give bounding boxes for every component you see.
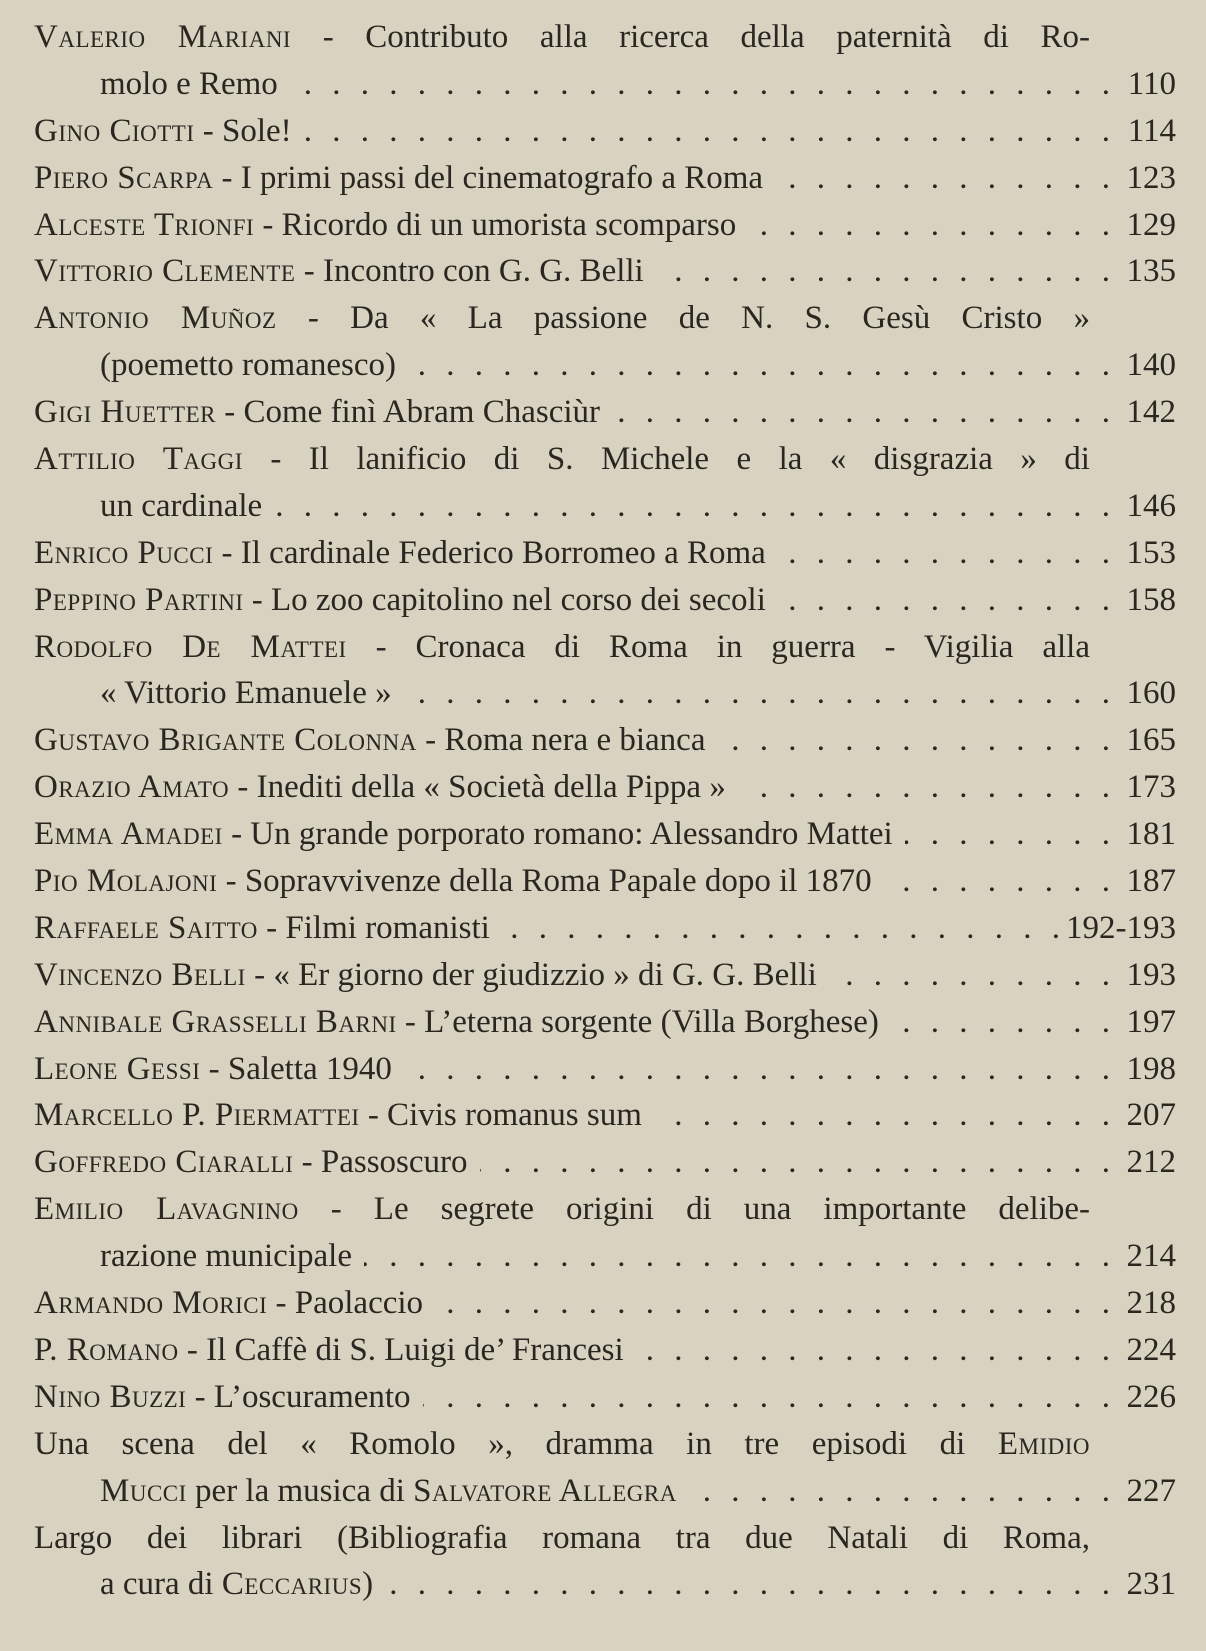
- toc-entry: [34, 952, 1176, 999]
- title-text: - Filmi romanisti: [257, 909, 490, 946]
- toc-line: [34, 155, 1176, 202]
- title-text: per la musica di: [186, 1472, 414, 1509]
- title-text: - Sole!: [194, 112, 292, 149]
- page-number: 212: [1126, 1144, 1176, 1181]
- title-text: - Le segrete origini di una importante delibe-: [298, 1191, 1090, 1228]
- dot-leader: [290, 61, 1110, 108]
- toc-line: [34, 905, 1176, 952]
- page-number: 207: [1126, 1097, 1176, 1134]
- entry-text: [34, 1046, 392, 1093]
- toc-entry: [34, 1374, 1176, 1421]
- page-number: 110: [1127, 65, 1176, 102]
- entry-text: [34, 1092, 642, 1139]
- author-name: Annibale Grasselli Barni: [34, 1003, 397, 1040]
- title-text: Una scena del « Romolo », dramma in tre episodi di: [34, 1425, 998, 1462]
- author-name: Valerio Mariani: [34, 19, 292, 55]
- toc-entry: [34, 811, 1176, 858]
- toc-line: [34, 530, 1176, 577]
- entry-text: [34, 811, 893, 858]
- toc-line: [34, 1561, 1176, 1608]
- author-name: Emilio Lavagnino: [34, 1191, 299, 1228]
- toc-entry: [34, 764, 1176, 811]
- entry-text: [34, 1186, 1090, 1233]
- title-text: - Saletta 1940: [200, 1050, 392, 1087]
- title-text: - Paolaccio: [267, 1285, 424, 1322]
- toc-line: [34, 1327, 1176, 1374]
- author-name: P. Romano: [34, 1331, 179, 1368]
- entry-text: [34, 905, 490, 952]
- page-number: 231: [1126, 1566, 1176, 1603]
- toc-entry: [34, 577, 1176, 624]
- dot-leader: [656, 248, 1110, 295]
- dot-leader: [891, 999, 1110, 1046]
- author-name: Rodolfo De Mattei: [34, 628, 347, 665]
- dot-leader: [364, 1233, 1110, 1280]
- page-number: 146: [1126, 487, 1176, 524]
- toc-entry: [34, 1280, 1176, 1327]
- toc-entry: [34, 436, 1176, 530]
- page-number: 218: [1126, 1285, 1176, 1322]
- page-number: 224: [1126, 1331, 1176, 1368]
- toc-line: [34, 1233, 1176, 1280]
- entry-text: [34, 295, 1090, 342]
- title-text: - Il Caffè di S. Luigi de’ Francesi: [178, 1331, 624, 1368]
- title-text: - Da « La passione de N. S. Gesù Cristo »: [276, 300, 1090, 337]
- title-text: - Sopravvivenze della Roma Papale dopo il 1870: [217, 863, 872, 900]
- dot-leader: [829, 952, 1110, 999]
- page-number: 140: [1126, 347, 1176, 384]
- dot-leader: [404, 1046, 1110, 1093]
- title-text: Largo dei librari (Bibliografia romana tra due Natali di Roma,: [34, 1519, 1090, 1556]
- author-name: Armando Morici: [34, 1285, 268, 1322]
- author-name: Orazio Amato: [34, 769, 230, 806]
- toc-entry: [34, 295, 1176, 389]
- entry-text: [34, 436, 1090, 483]
- page-number: 123: [1126, 159, 1176, 196]
- entry-text: [34, 1374, 411, 1421]
- toc-line: [34, 577, 1176, 624]
- entry-text: [100, 483, 262, 530]
- title-text: - Civis romanus sum: [359, 1097, 642, 1134]
- author-name: Piero Scarpa: [34, 159, 214, 196]
- page-number: 114: [1127, 112, 1176, 149]
- author-name: Marcello P. Piermattei: [34, 1097, 360, 1134]
- entry-text: [34, 202, 736, 249]
- toc-entry: [34, 717, 1176, 764]
- entry-text: [34, 389, 600, 436]
- toc-entry: [34, 248, 1176, 295]
- toc-entry: [34, 14, 1176, 108]
- entry-text: [34, 577, 766, 624]
- author-name: Gustavo Brigante Colonna: [34, 722, 417, 759]
- entry-text: [34, 530, 766, 577]
- dot-leader: [480, 1139, 1110, 1186]
- toc-entry: [34, 1092, 1176, 1139]
- toc-entry: [34, 1186, 1176, 1280]
- entry-text: [34, 952, 817, 999]
- author-name: Mucci: [100, 1472, 187, 1509]
- title-text: - I primi passi del cinematografo a Roma: [213, 159, 764, 196]
- author-name: Emidio: [997, 1425, 1090, 1462]
- toc-line: [34, 764, 1176, 811]
- toc-entry: [34, 155, 1176, 202]
- entry-text: [34, 1139, 468, 1186]
- title-text: - Inediti della « Società della Pippa »: [229, 769, 726, 806]
- title-text: - Come finì Abram Chasciùr: [216, 394, 601, 431]
- page-number: 160: [1126, 675, 1176, 712]
- entry-text: [34, 1421, 1090, 1468]
- author-name: Antonio Muñoz: [34, 300, 277, 337]
- toc-entry: [34, 858, 1176, 905]
- toc-line: [34, 1421, 1176, 1468]
- title-text: - Il lanificio di S. Michele e la « disgrazia » di: [242, 441, 1090, 478]
- title-text: ): [362, 1566, 374, 1603]
- toc-line: [34, 670, 1176, 717]
- toc-entry: [34, 905, 1176, 952]
- dot-leader: [775, 155, 1110, 202]
- entry-text: [34, 999, 879, 1046]
- toc-line: [34, 202, 1176, 249]
- toc-line: [34, 61, 1176, 108]
- toc-line: [34, 483, 1176, 530]
- toc-entry: [34, 1139, 1176, 1186]
- entry-text: [100, 61, 278, 108]
- toc-line: [34, 1374, 1176, 1421]
- title-text: - Lo zoo capitolino nel corso dei secoli: [243, 581, 766, 618]
- toc-line: [34, 108, 1176, 155]
- title-text: - Passoscuro: [293, 1144, 468, 1181]
- page-number: 135: [1126, 253, 1176, 290]
- dot-leader: [385, 1561, 1110, 1608]
- author-name: Raffaele Saitto: [34, 909, 258, 946]
- page-number: 173: [1126, 769, 1176, 806]
- entry-text: [34, 1515, 1090, 1562]
- title-text: - Un grande porporato romano: Alessandro Mattei: [222, 816, 893, 853]
- toc-line: [34, 1280, 1176, 1327]
- title-text: - L’oscuramento: [186, 1378, 411, 1415]
- dot-leader: [717, 717, 1110, 764]
- title-text: - « Er giorno der giudizzio » di G. G. Belli: [245, 956, 817, 993]
- dot-leader: [404, 670, 1110, 717]
- entry-text: [34, 624, 1090, 671]
- author-name: Attilio Taggi: [34, 441, 243, 478]
- dot-leader: [274, 483, 1110, 530]
- dot-leader: [905, 811, 1110, 858]
- toc-line: [34, 295, 1176, 342]
- toc-entry: [34, 1327, 1176, 1374]
- page-number: 226: [1126, 1378, 1176, 1415]
- dot-leader: [884, 858, 1110, 905]
- title-text: - Contributo alla ricerca della paternità di Ro-: [291, 19, 1090, 55]
- toc-line: [34, 389, 1176, 436]
- page-number: 187: [1126, 863, 1176, 900]
- dot-leader: [778, 530, 1110, 577]
- toc-entry: [34, 1421, 1176, 1515]
- toc-line: [34, 999, 1176, 1046]
- author-name: Gigi Huetter: [34, 394, 216, 431]
- entry-text: [34, 858, 872, 905]
- toc-line: [34, 1515, 1176, 1562]
- entry-text: [34, 248, 644, 295]
- author-name: Ceccarius: [221, 1566, 363, 1603]
- author-name: Enrico Pucci: [34, 534, 214, 571]
- author-name: Emma Amadei: [34, 816, 223, 853]
- page-number: 153: [1126, 534, 1176, 571]
- title-text: - Incontro con G. G. Belli: [295, 253, 644, 290]
- title-text: - L’eterna sorgente (Villa Borghese): [396, 1003, 879, 1040]
- toc-line: [34, 1186, 1176, 1233]
- toc-line: [34, 436, 1176, 483]
- title-text: (poemetto romanesco): [100, 347, 396, 384]
- toc-entry: [34, 108, 1176, 155]
- toc-entry: [34, 202, 1176, 249]
- title-text: a cura di: [100, 1566, 222, 1603]
- toc-line: [34, 717, 1176, 764]
- author-name: Alceste Trionfi: [34, 206, 255, 243]
- page-number: 142: [1126, 394, 1176, 431]
- toc-line: [34, 952, 1176, 999]
- dot-leader: [778, 577, 1110, 624]
- dot-leader: [636, 1327, 1110, 1374]
- dot-leader: [304, 108, 1110, 155]
- entry-text: [100, 342, 396, 389]
- page-number: 158: [1126, 581, 1176, 618]
- toc-line: [34, 248, 1176, 295]
- toc-entry: [34, 624, 1176, 718]
- entry-text: [34, 155, 763, 202]
- entry-text: [34, 717, 705, 764]
- toc-line: [34, 624, 1176, 671]
- toc-line: [34, 1046, 1176, 1093]
- title-text: razione municipale: [100, 1238, 352, 1275]
- page-number: 192-193: [1066, 909, 1176, 946]
- entry-text: [100, 1233, 352, 1280]
- entry-text: [100, 670, 392, 717]
- toc-line: [34, 858, 1176, 905]
- toc-entry: [34, 1046, 1176, 1093]
- toc-line: [34, 811, 1176, 858]
- author-name: Salvatore Allegra: [413, 1472, 677, 1509]
- author-name: Nino Buzzi: [34, 1378, 187, 1415]
- dot-leader: [435, 1280, 1110, 1327]
- author-name: Peppino Partini: [34, 581, 244, 618]
- toc-line: [34, 1092, 1176, 1139]
- author-name: Goffredo Ciaralli: [34, 1144, 294, 1181]
- page-number: 227: [1126, 1472, 1176, 1509]
- title-text: - Ricordo di un umorista scomparso: [254, 206, 737, 243]
- page-number: 214: [1126, 1238, 1176, 1275]
- dot-leader: [689, 1468, 1110, 1515]
- author-name: Gino Ciotti: [34, 112, 195, 149]
- dot-leader: [738, 764, 1110, 811]
- title-text: - Cronaca di Roma in guerra - Vigilia alla: [346, 628, 1090, 665]
- page-number: 198: [1126, 1050, 1176, 1087]
- entry-text: [34, 1327, 624, 1374]
- dot-leader: [408, 342, 1110, 389]
- toc-entry: [34, 530, 1176, 577]
- toc-entry: [34, 999, 1176, 1046]
- entry-text: [100, 1561, 373, 1608]
- entry-text: [100, 1468, 677, 1515]
- entry-text: [34, 108, 292, 155]
- author-name: Pio Molajoni: [34, 863, 218, 900]
- title-text: - Roma nera e bianca: [416, 722, 706, 759]
- page-number: 181: [1126, 816, 1176, 853]
- entry-text: [34, 14, 1090, 61]
- toc-entry: [34, 1515, 1176, 1609]
- entry-text: [34, 1280, 423, 1327]
- dot-leader: [654, 1092, 1110, 1139]
- author-name: Leone Gessi: [34, 1050, 201, 1087]
- page-number: 165: [1126, 722, 1176, 759]
- dot-leader: [748, 202, 1110, 249]
- dot-leader: [423, 1374, 1110, 1421]
- author-name: Vittorio Clemente: [34, 253, 296, 290]
- toc-line: [34, 342, 1176, 389]
- toc-line: [34, 1468, 1176, 1515]
- title-text: « Vittorio Emanuele »: [100, 675, 392, 712]
- dot-leader: [612, 389, 1110, 436]
- dot-leader: [502, 905, 1060, 952]
- author-name: Vincenzo Belli: [34, 956, 246, 993]
- page-number: 193: [1126, 956, 1176, 993]
- page-number: 197: [1126, 1003, 1176, 1040]
- page-number: 129: [1126, 206, 1176, 243]
- toc-entry: [34, 389, 1176, 436]
- toc-line: [34, 14, 1176, 61]
- title-text: un cardinale: [100, 487, 263, 524]
- title-text: molo e Remo: [100, 65, 278, 102]
- table-of-contents: [34, 14, 1176, 1608]
- title-text: - Il cardinale Federico Borromeo a Roma: [213, 534, 766, 571]
- entry-text: [34, 764, 726, 811]
- toc-line: [34, 1139, 1176, 1186]
